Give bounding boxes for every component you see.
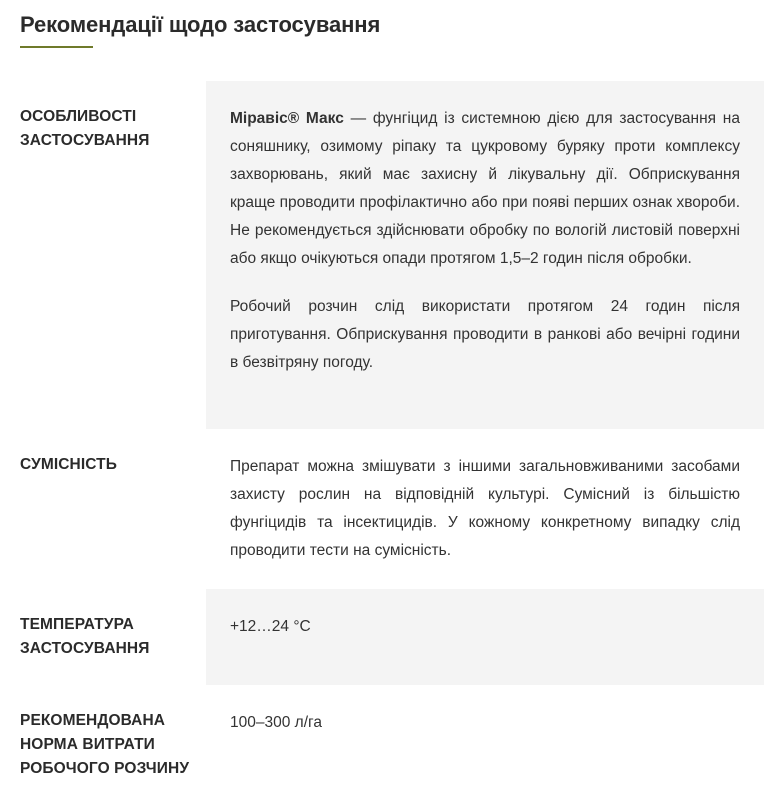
recommendations-table — [0, 81, 772, 812]
row-content — [206, 81, 764, 429]
product-name: Міравіс® Макс — [230, 110, 344, 127]
row-label: ОСОБЛИВОСТІ ЗАСТОСУВАННЯ — [20, 108, 150, 149]
table-row-application-features — [0, 81, 772, 429]
solution-rate-value: 100–300 л/га — [230, 714, 322, 731]
table-row-compatibility — [0, 429, 772, 589]
table-row-solution-rate — [0, 685, 772, 812]
compatibility-paragraph: Препарат можна змішувати з іншими загальновживаними засобами захисту рослин на відповідній культурі. Сумісний із більшістю фунгіцидів та інсектицидів. У кожному конкретному випадку слід проводити тести на сумісність. — [230, 458, 740, 559]
row-label: РЕКОМЕНДОВАНА НОРМА ВИТРАТИ РОБОЧОГО РОЗЧИНУ — [20, 712, 190, 777]
table-row-temperature — [0, 589, 772, 685]
temperature-value: +12…24 °C — [230, 618, 311, 635]
row-label: ТЕМПЕРАТУРА ЗАСТОСУВАННЯ — [20, 616, 150, 657]
row-content — [206, 429, 764, 589]
row-content — [206, 685, 764, 812]
working-solution-paragraph: Робочий розчин слід використати протягом 24 годин після приготування. Обприскування проводити в ранкові або вечірні години в безвітряну погоду. — [230, 298, 740, 371]
section-title: Рекомендації щодо застосування — [20, 12, 381, 37]
title-underline — [20, 46, 93, 48]
description-paragraph — [230, 105, 740, 273]
description-text: — фунгіцид із системною дією для застосування на соняшнику, озимому ріпаку та цукровому буряку проти комплексу захворювань, який має захисну й лікувальну дії. Обприскування краще проводити профілактично або при появі перших ознак хвороби. Не рекомендується здійснювати обробку по вологій листовій поверхні або якщо очікуються опади протягом 1,5–2 годин після обробки. — [230, 110, 740, 267]
row-label: СУМІСНІСТЬ — [20, 456, 117, 473]
row-content — [206, 589, 764, 685]
